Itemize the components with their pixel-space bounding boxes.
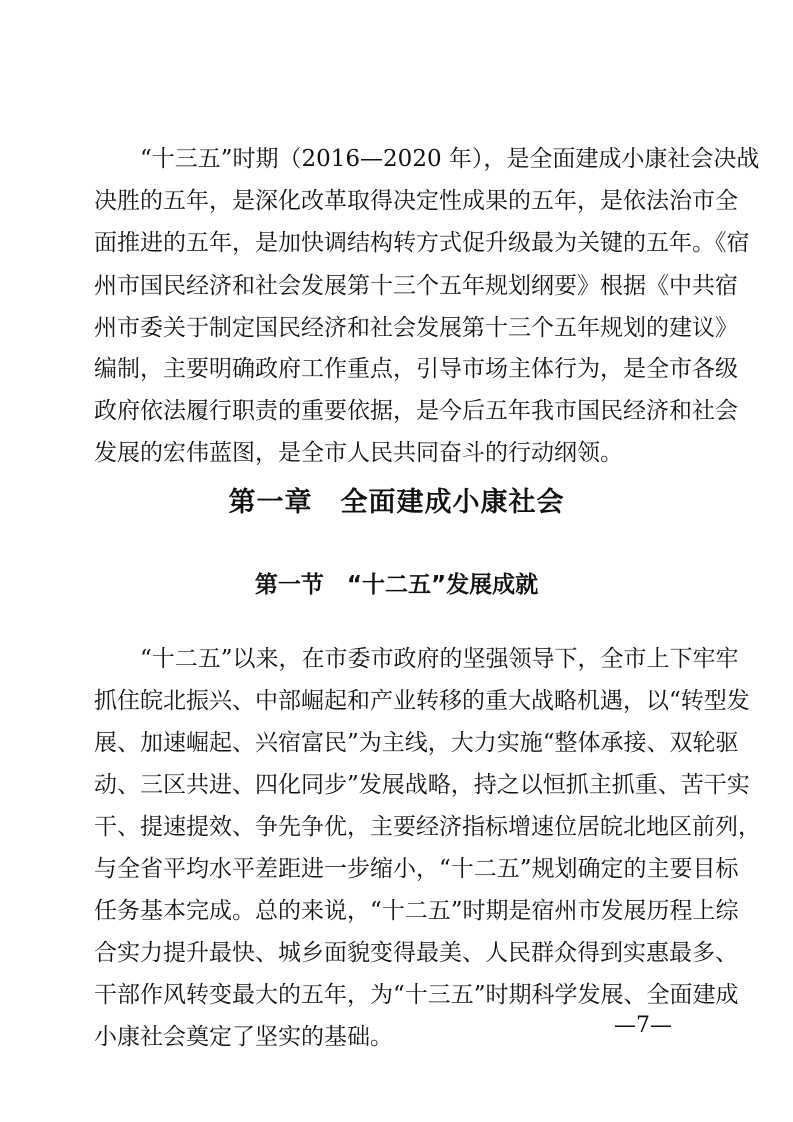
paragraph-line: 政府依法履行职责的重要依据，是今后五年我市国民经济和社会 [94,398,738,424]
paragraph-line: 发展的宏伟蓝图，是全市人民共同奋斗的行动纲领。 [94,440,623,466]
paragraph-line: 州市委关于制定国民经济和社会发展第十三个五年规划的建议》 [94,315,738,341]
paragraph-line: “十二五”以来，在市委市政府的坚强领导下，全市上下牢牢 [140,646,739,672]
paragraph-line: 小康社会奠定了坚实的基础。 [94,1024,393,1050]
paragraph-line: 合实力提升最快、城乡面貌变得最美、人民群众得到实惠最多、 [94,940,738,966]
paragraph-line: 决胜的五年，是深化改革取得决定性成果的五年，是依法治市全 [94,188,738,214]
paragraph-line: 与全省平均水平差距进一步缩小，“十二五”规划确定的主要目标 [94,856,739,882]
paragraph-line: 面推进的五年，是加快调结构转方式促升级最为关键的五年。《宿 [94,230,750,256]
paragraph-line: 州市国民经济和社会发展第十三个五年规划纲要》根据《中共宿 [94,273,738,299]
paragraph-line: 编制，主要明确政府工作重点，引导市场主体行为，是全市各级 [94,356,738,382]
chapter-title: 第一章 全面建成小康社会 [228,487,565,518]
paragraph-line: 展、加速崛起、兴宿富民”为主线，大力实施“整体承接、双轮驱 [94,730,739,756]
page-number: —7— [614,1013,672,1038]
paragraph-line: 干部作风转变最大的五年，为“十三五”时期科学发展、全面建成 [94,982,739,1008]
paragraph-line: 抓住皖北振兴、中部崛起和产业转移的重大战略机遇，以“转型发 [94,688,750,714]
paragraph-line: 干、提速提效、争先争优，主要经济指标增速位居皖北地区前列， [94,814,761,840]
paragraph-line: “十三五”时期（2016—2020 年），是全面建成小康社会决战 [140,146,760,172]
paragraph-line: 任务基本完成。总的来说，“十二五”时期是宿州市发展历程上综 [94,898,739,924]
section-title: 第一节 “十二五”发展成就 [254,572,539,598]
paragraph-line: 动、三区共进、四化同步”发展战略，持之以恒抓主抓重、苦干实 [94,772,750,798]
